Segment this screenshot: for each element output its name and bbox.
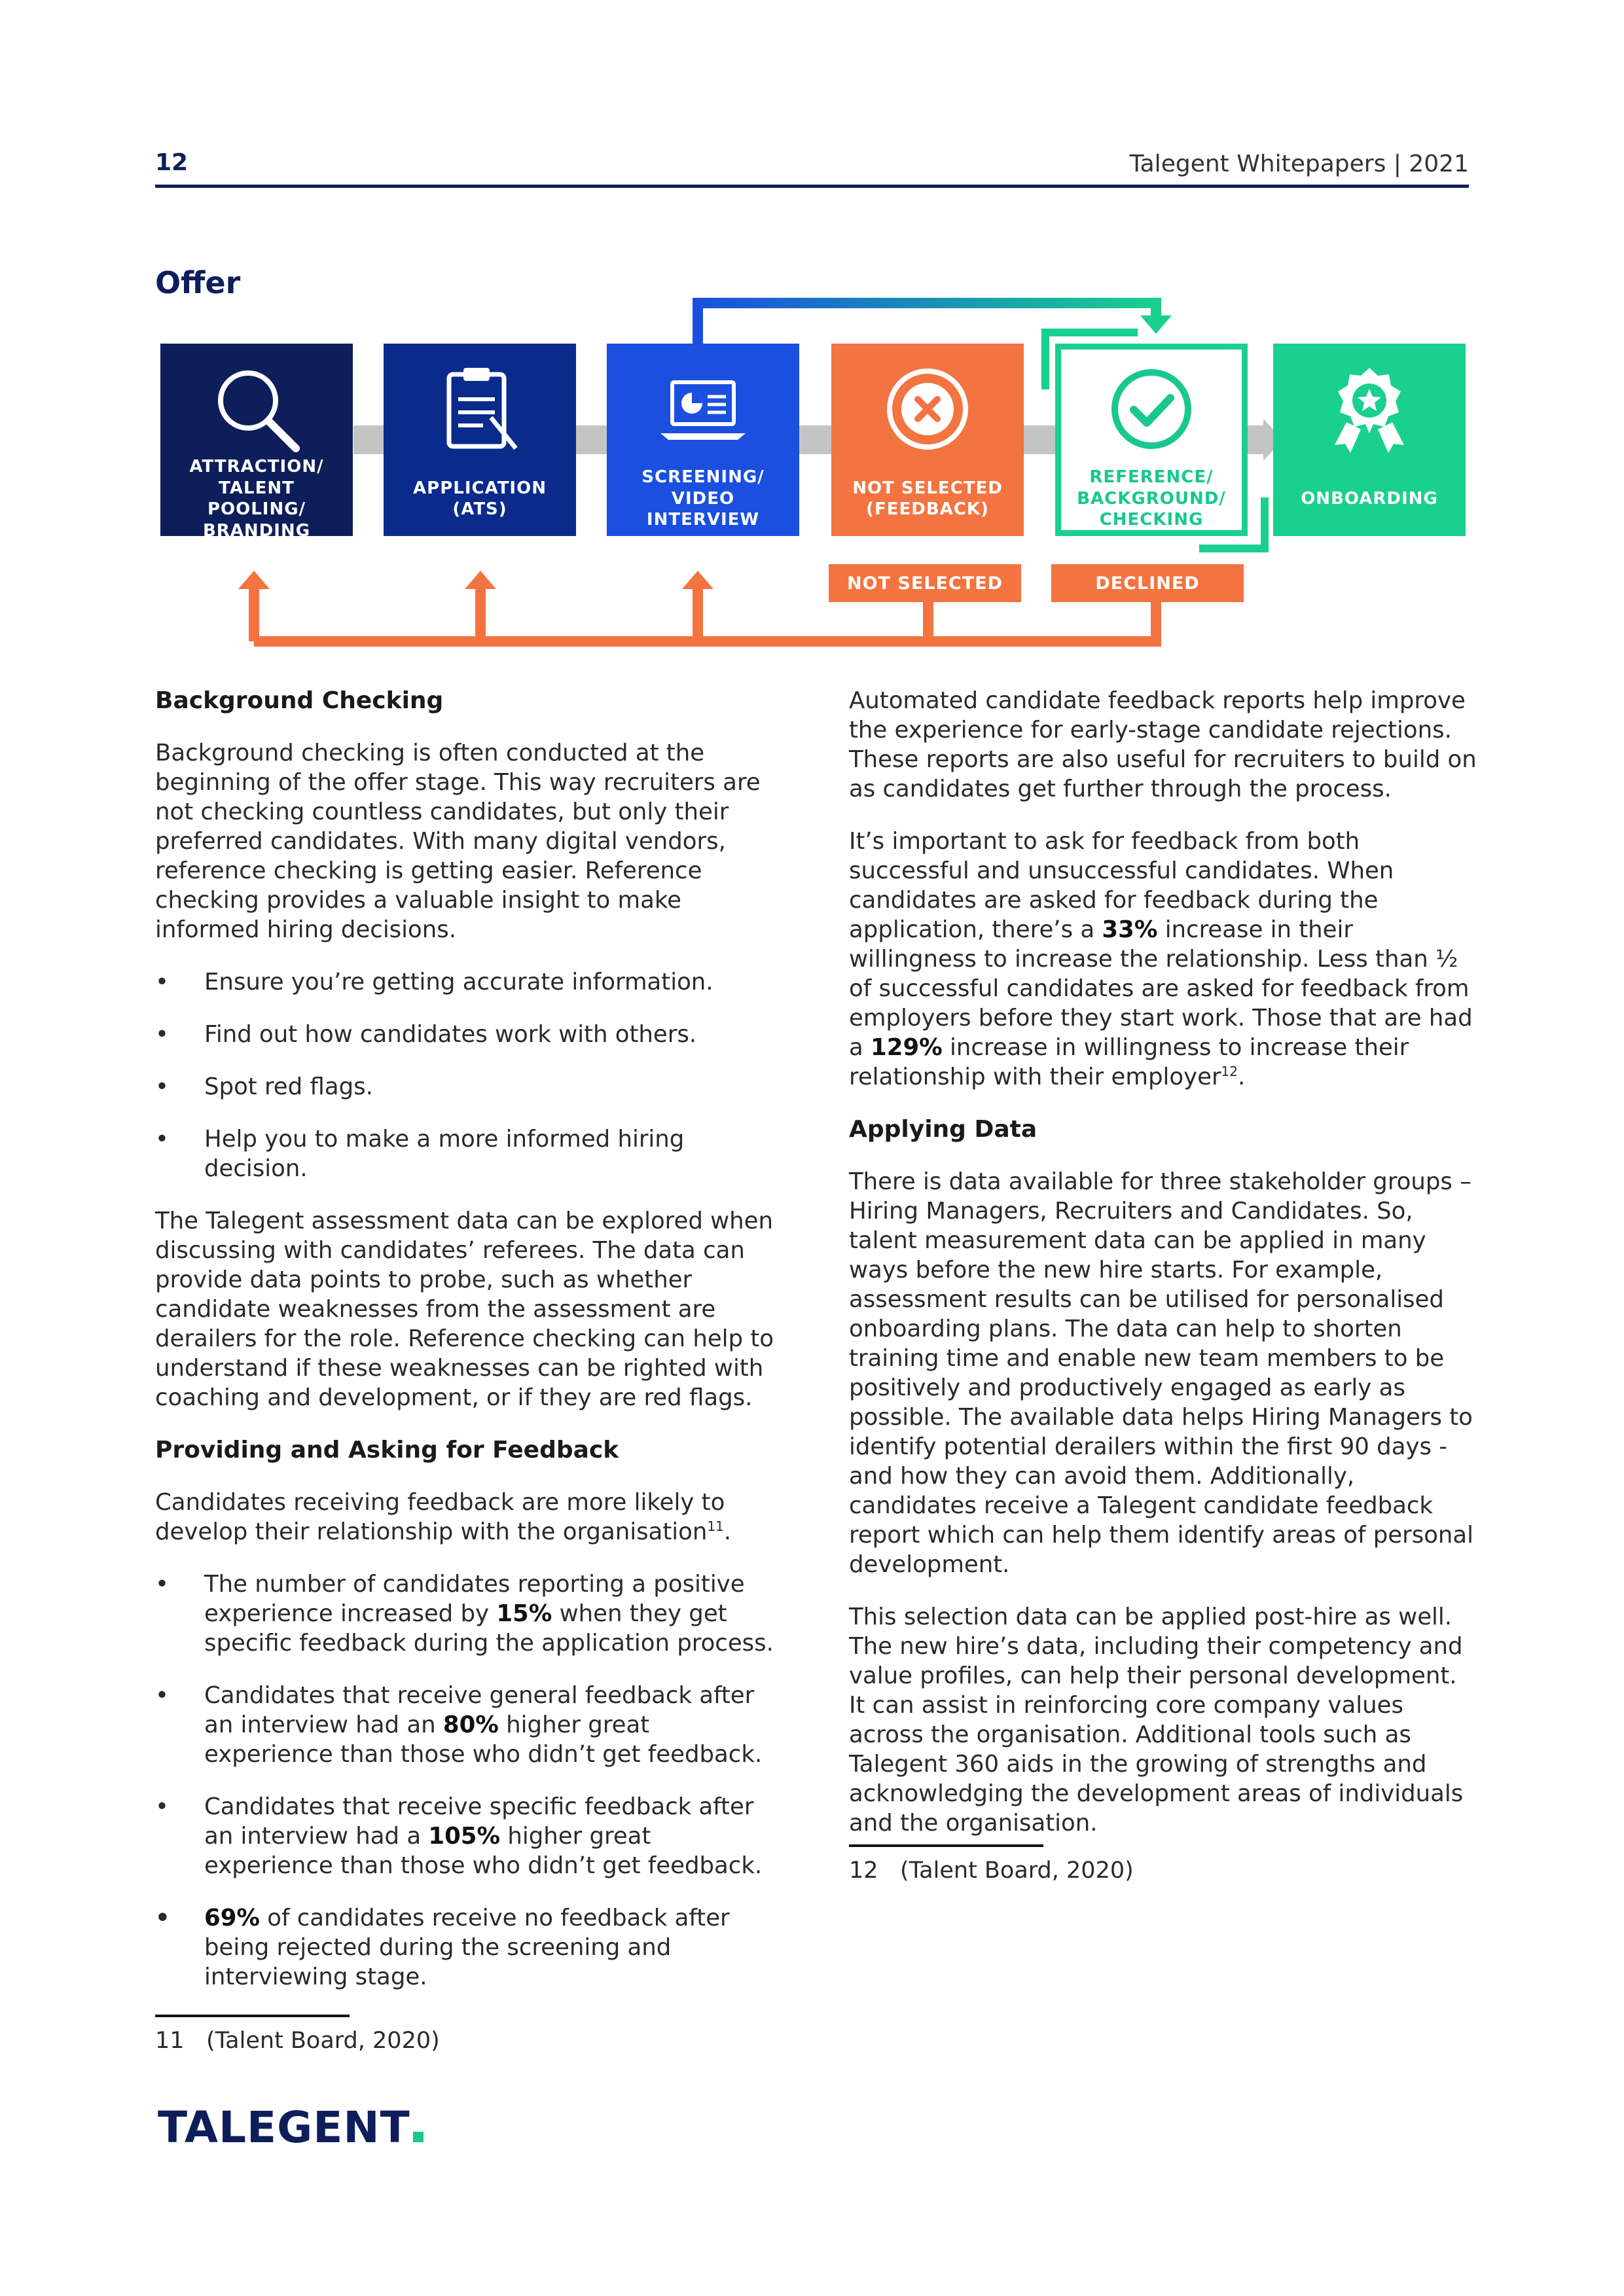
footnote-ref: 12 <box>1221 1064 1238 1080</box>
paragraph: This selection data can be applied post-hire as well. The new hire’s data, including their competency and value profiles, can help their personal development. It can assist in reinforcing core company values across the organisation. Additional tools such as Talegent 360 aids in the growing of strengths and acknowledging the development areas of individuals and the organisation. <box>849 1604 1464 1837</box>
footnote: 11 (Talent Board, 2020) <box>155 2028 440 2054</box>
forward-arrow-head <box>1140 315 1172 334</box>
paragraph: The Talegent assessment data can be explored when discussing with candidates’ referees. The data can provide data points to probe, such as whether candidate weaknesses from the assessment are derailers for the role. Reference checking can help to understand if these weaknesses can be righted with coaching and development, or if they are red flags. <box>155 1208 774 1411</box>
clipboard-icon <box>431 360 529 458</box>
check-circle-icon <box>1102 360 1200 458</box>
list-item: • 69% of candidates receive no feedback after being rejected during the screening and interviewing stage. <box>155 1905 730 1990</box>
footnote-ref: 11 <box>707 1518 724 1535</box>
stage-screening <box>607 344 799 536</box>
recruitment-process-diagram <box>0 0 1624 661</box>
feedback-arrowhead-2 <box>465 571 496 589</box>
list-item-text: Find out how candidates work with others. <box>204 1021 697 1048</box>
stage-reference-checking <box>1055 344 1248 536</box>
x-circle-icon <box>878 360 977 458</box>
laptop-chart-icon <box>654 360 752 458</box>
footnote: 12 (Talent Board, 2020) <box>849 1857 1134 1884</box>
heading-background-checking: Background Checking <box>155 687 444 714</box>
left-column <box>155 686 784 2056</box>
stage-label: APPLICATION (ATS) <box>413 478 547 519</box>
feedback-arrowhead-3 <box>682 571 713 589</box>
talegent-logo: TALEGENT <box>158 2102 424 2153</box>
section-title: Offer <box>155 265 241 300</box>
stage-application <box>384 344 576 536</box>
list-item: • Ensure you’re getting accurate information. <box>155 969 713 996</box>
paragraph: Automated candidate feedback reports help improve the experience for early-stage candidate rejections. These reports are also useful for recruiters to build on as candidates get further through the process. <box>849 687 1477 802</box>
paragraph: It’s important to ask for feedback from both successful and unsuccessful candidates. When candidates are asked for feedback during the application, there’s a 33% increase in their willingness to increase the relationship. Less than ½ of successful candidates are asked for feedback from employers before they start work. Those that are had a 129% increase in willingness to increase their relationship with their employer$^{12}$. <box>849 828 1473 1090</box>
list-item-text: Spot red flags. <box>204 1073 373 1100</box>
list-item-text: Help you to make a more informed hiring decision. <box>204 1126 685 1182</box>
list-item: • Candidates that receive general feedback after an interview had an 80% higher great experience than those who didn’t get feedback. <box>155 1682 763 1768</box>
feedback-arrowhead-1 <box>238 571 270 589</box>
page-number: 12 <box>155 149 189 176</box>
paragraph: There is data available for three stakeholder groups – Hiring Managers, Recruiters and Candidates. So, talent measurement data can be applied in many ways before the new hire starts. For example, assessment results can be utilised for personalised onboarding plans. The data can help to shorten training time and enable new team members to be positively and productively engaged as early as possible. The available data helps Hiring Managers to identify potential derailers within the first 90 days - and how they can avoid them. Additionally, candidates receive a Talegent candidate feedback report which can help them identify areas of personal development. <box>849 1168 1474 1578</box>
paragraph: Background checking is often conducted at the beginning of the offer stage. This way recruiters are not checking countless candidates, but only their preferred candidates. With many digital vendors, reference checking is getting easier. Reference checking provides a valuable insight to make informed hiring decisions. <box>155 740 761 943</box>
award-ribbon-icon <box>1320 360 1418 458</box>
list-item: • Candidates that receive specific feedback after an interview had a 105% higher great experience than those who didn’t get feedback. <box>155 1793 763 1879</box>
forward-arrow-line <box>698 303 1156 344</box>
stage-label: ATTRACTION/ TALENT POOLING/ BRANDING <box>189 457 324 541</box>
list-item-text: Ensure you’re getting accurate information. <box>204 969 713 996</box>
right-column <box>849 686 1477 1886</box>
heading-feedback: Providing and Asking for Feedback <box>155 1437 619 1463</box>
stage-label: NOT SELECTED (FEEDBACK) <box>852 478 1003 519</box>
footnote-divider <box>849 1844 1043 1847</box>
logo-dot <box>413 2132 424 2142</box>
status-tag-declined: DECLINED <box>1051 564 1244 602</box>
list-item: • Find out how candidates work with others. <box>155 1021 697 1048</box>
list-item: • Help you to make a more informed hiring decision. <box>155 1126 685 1182</box>
stage-label: ONBOARDING <box>1301 488 1438 509</box>
magnifier-icon <box>208 360 306 458</box>
bullet-list <box>155 967 784 1183</box>
list-item: • The number of candidates reporting a positive experience increased by 15% when they get specific feedback during the application process. <box>155 1571 774 1657</box>
stage-attraction <box>160 344 353 541</box>
diagram-connectors <box>0 0 1624 661</box>
bullet-list <box>155 1570 784 1992</box>
publication-title: Talegent Whitepapers | 2021 <box>1129 151 1469 177</box>
paragraph: Candidates receiving feedback are more likely to develop their relationship with the organisation$^{11}$. <box>155 1489 732 1545</box>
status-tag-not-selected: NOT SELECTED <box>829 564 1021 602</box>
stage-onboarding <box>1273 344 1466 536</box>
footnote-divider <box>155 2015 350 2017</box>
list-item: • Spot red flags. <box>155 1073 373 1100</box>
stage-not-selected <box>831 344 1024 536</box>
stage-label: REFERENCE/ BACKGROUND/ CHECKING <box>1077 467 1226 530</box>
heading-applying-data: Applying Data <box>849 1116 1038 1143</box>
stage-label: SCREENING/ VIDEO INTERVIEW <box>641 467 765 530</box>
